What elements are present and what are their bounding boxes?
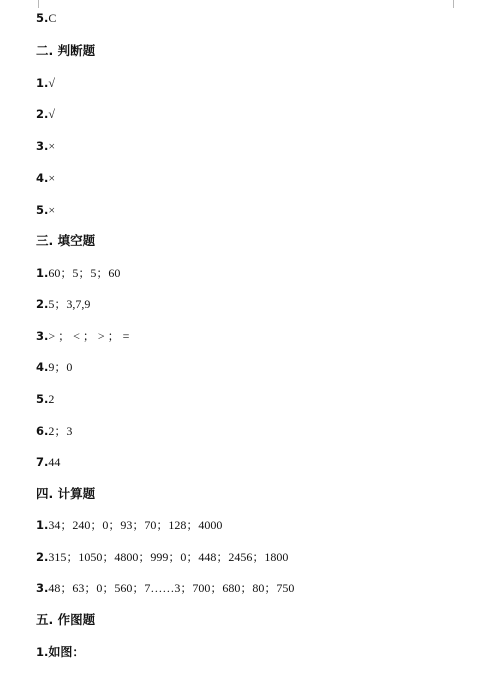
answer-line xyxy=(36,106,55,122)
question-number: 4. xyxy=(36,360,49,374)
answer-text: × xyxy=(48,139,56,153)
answer-text: 2 xyxy=(48,392,55,406)
answer-text: 5；3,7,9 xyxy=(48,297,91,311)
section-heading-calculation: 四. 计算题 xyxy=(36,486,96,501)
answer-text: √ xyxy=(48,107,55,121)
answer-text: 9；0 xyxy=(48,360,73,374)
answer-line xyxy=(36,328,129,344)
answer-line xyxy=(36,391,54,407)
answer-line xyxy=(36,644,84,660)
question-number: 6. xyxy=(36,424,49,438)
question-number: 1. xyxy=(36,76,49,90)
question-number: 5. xyxy=(36,11,49,25)
section-heading-judgement: 二. 判断题 xyxy=(36,43,96,58)
question-number: 3. xyxy=(36,329,49,343)
answer-line xyxy=(36,75,55,91)
question-number: 1. xyxy=(36,645,49,659)
answer-line xyxy=(36,580,294,596)
answer-text: 60；5；5；60 xyxy=(48,266,121,280)
answer-text: 如图： xyxy=(48,645,85,659)
question-number: 2. xyxy=(36,107,49,121)
question-number: 3. xyxy=(36,139,49,153)
question-number: 2. xyxy=(36,550,49,564)
section-heading-fill-blank: 三. 填空题 xyxy=(36,233,96,248)
answer-text: 315；1050；4800；999；0；448；2456；1800 xyxy=(48,550,289,564)
answer-line xyxy=(36,202,55,218)
question-number: 2. xyxy=(36,297,49,311)
answer-text: > ； < ； > ； = xyxy=(48,329,130,343)
answer-key-body xyxy=(36,0,476,681)
question-number: 1. xyxy=(36,518,49,532)
answer-line xyxy=(36,454,60,470)
answer-line xyxy=(36,265,120,281)
answer-line xyxy=(36,549,288,565)
answer-line xyxy=(36,296,90,312)
question-number: 5. xyxy=(36,203,49,217)
answer-line xyxy=(36,138,55,154)
question-number: 7. xyxy=(36,455,49,469)
answer-text: 34；240；0；93；70；128；4000 xyxy=(48,518,223,532)
section-heading-drawing: 五. 作图题 xyxy=(36,612,96,627)
answer-text: 2；3 xyxy=(48,424,73,438)
answer-text: √ xyxy=(48,76,55,90)
answer-line xyxy=(36,517,222,533)
answer-line xyxy=(36,10,56,26)
question-number: 3. xyxy=(36,581,49,595)
answer-text: × xyxy=(48,203,56,217)
answer-text: × xyxy=(48,171,56,185)
question-number: 4. xyxy=(36,171,49,185)
answer-text: C xyxy=(48,11,57,25)
question-number: 1. xyxy=(36,266,49,280)
answer-text: 48；63；0；560；7……3；700；680；80；750 xyxy=(48,581,295,595)
answer-line xyxy=(36,359,72,375)
question-number: 5. xyxy=(36,392,49,406)
answer-line xyxy=(36,170,55,186)
answer-text: 44 xyxy=(48,455,61,469)
answer-line xyxy=(36,423,72,439)
